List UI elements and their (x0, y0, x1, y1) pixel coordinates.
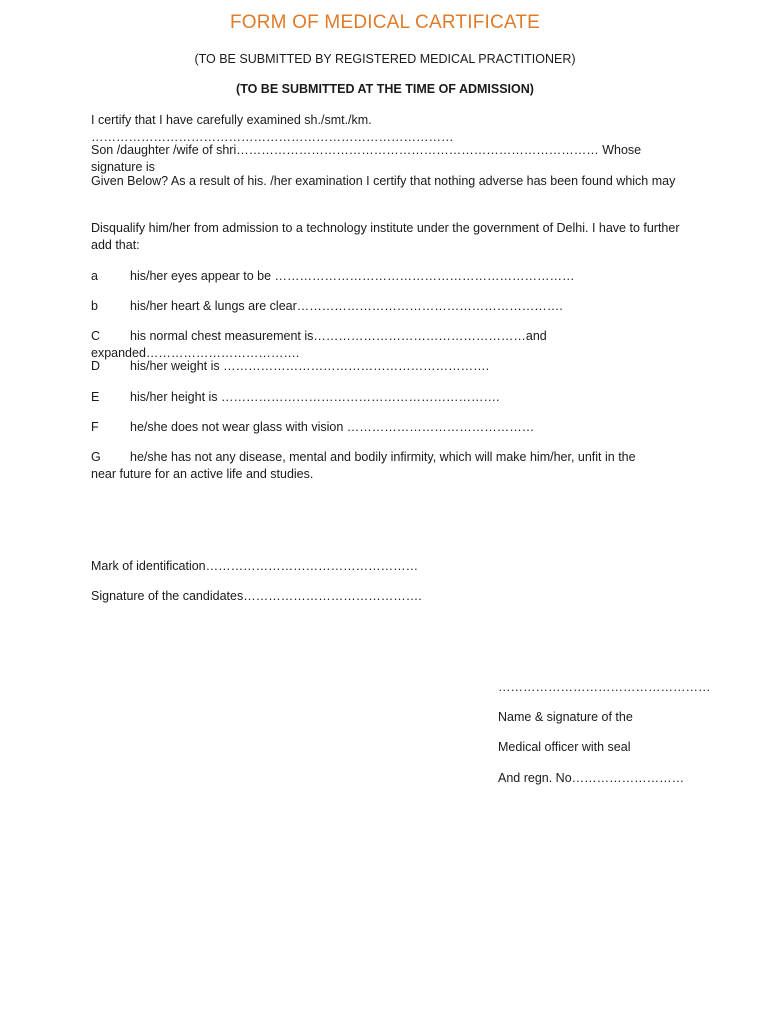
item-text: his/her height is …………………………………………………………. (130, 390, 500, 404)
item-chest (91, 328, 691, 362)
form-subtitle-admission: (TO BE SUBMITTED AT THE TIME OF ADMISSION) (236, 82, 534, 96)
signature-of-candidates: Signature of the candidates……………………………………. (91, 589, 422, 603)
item-text: his normal chest measurement is……………………………………………and expanded………………………………. (91, 329, 547, 360)
item-text: he/she does not wear glass with vision ……………………………………… (130, 420, 535, 434)
item-height (91, 389, 691, 406)
officer-regn-no: And regn. No……………………… (498, 771, 685, 785)
item-letter: a (91, 269, 98, 283)
given-below-paragraph: Given Below? As a result of his. /her examination I certify that nothing adverse has been found which may (91, 174, 676, 188)
mark-of-identification: Mark of identification…………………………………………… (91, 559, 419, 573)
item-letter: C (91, 329, 101, 343)
form-title: FORM OF MEDICAL CARTIFICATE (229, 12, 541, 33)
officer-signature-line: …………………………………………… (498, 680, 711, 694)
certify-examined-line: I certify that I have carefully examined sh./smt./km. …………………………………………………………………………… (91, 113, 454, 144)
item-letter: b (91, 299, 98, 313)
item-letter: D (91, 359, 101, 373)
item-heart-lungs (91, 298, 691, 315)
item-eyes (91, 268, 691, 285)
item-text: he/she has not any disease, mental and bodily infirmity, which will make him/her, unfit in the near future for an active life and studies. (91, 450, 636, 481)
form-subtitle-practitioner: (TO BE SUBMITTED BY REGISTERED MEDICAL PRACTITIONER) (194, 52, 576, 66)
item-weight (91, 358, 691, 375)
item-text: his/her heart & lungs are clear………………………………………………………. (130, 299, 563, 313)
item-text: his/her weight is ………………………………………………………. (130, 359, 490, 373)
item-disease (91, 449, 661, 483)
officer-seal: Medical officer with seal (498, 740, 631, 754)
item-text: his/her eyes appear to be ……………………………………………………………… (130, 269, 575, 283)
item-letter: E (91, 390, 100, 404)
item-letter: F (91, 420, 99, 434)
officer-name-signature: Name & signature of the (498, 710, 633, 724)
item-letter: G (91, 450, 101, 464)
son-daughter-line: Son /daughter /wife of shri…………………………………………………………………………… Whose signature is (91, 143, 642, 174)
item-vision (91, 419, 691, 436)
disqualify-paragraph: Disqualify him/her from admission to a technology institute under the government of Delhi. I have to further add that: (91, 221, 680, 252)
